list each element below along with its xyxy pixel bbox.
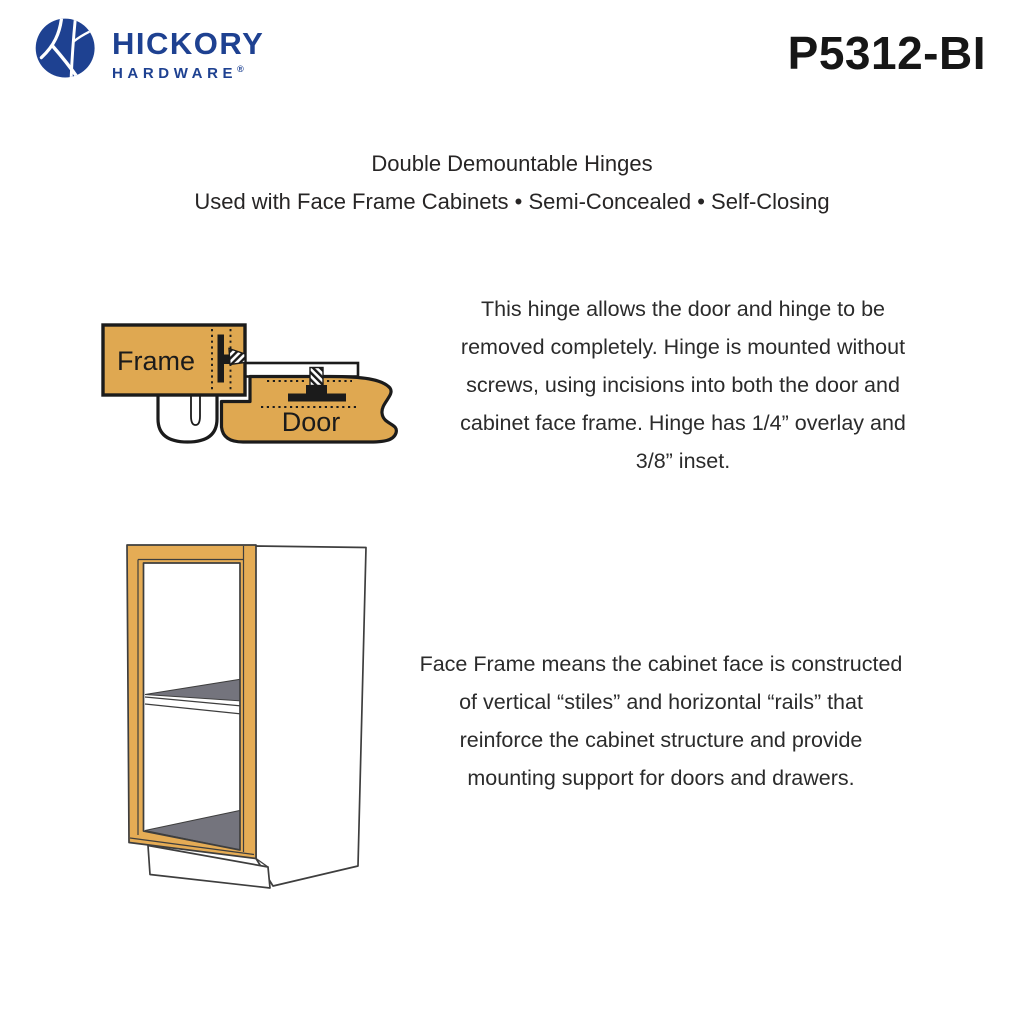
door-screw-icon bbox=[310, 368, 323, 386]
hinge-description-line: This hinge allows the door and hinge to be bbox=[481, 297, 885, 321]
hinge-wing-top bbox=[245, 363, 358, 377]
product-code: P5312-BI bbox=[787, 27, 986, 79]
hickory-branch-icon bbox=[36, 19, 95, 78]
brand-name bbox=[112, 26, 265, 83]
brand-logo bbox=[30, 12, 106, 88]
face-frame-description-line: of vertical “stiles” and horizontal “rails” that bbox=[459, 690, 863, 714]
face-frame-cabinet-diagram bbox=[118, 538, 374, 894]
frame-label: Frame bbox=[116, 346, 196, 376]
face-frame-description-line: Face Frame means the cabinet face is constructed bbox=[419, 652, 903, 676]
face-frame-description-line: reinforce the cabinet structure and provide bbox=[459, 728, 863, 752]
hinge-cross-section-diagram bbox=[92, 315, 404, 465]
doc-title-line-1: Double Demountable Hinges bbox=[371, 151, 653, 176]
door-plate-riser bbox=[306, 385, 327, 394]
hinge-description-line: removed completely. Hinge is mounted without bbox=[460, 335, 906, 359]
door-label: Door bbox=[281, 407, 341, 437]
hinge-description bbox=[413, 290, 953, 480]
hinge-description-line: 3/8” inset. bbox=[635, 449, 731, 473]
cabinet-side-panel bbox=[256, 546, 367, 886]
hinge-arm-slit bbox=[191, 394, 200, 425]
registered-mark: ® bbox=[237, 64, 244, 74]
door-plate bbox=[288, 394, 346, 402]
face-frame-description bbox=[391, 645, 931, 797]
hinge-description-line: screws, using incisions into both the door and bbox=[466, 373, 900, 397]
doc-title-line-2: Used with Face Frame Cabinets • Semi-Concealed • Self-Closing bbox=[194, 189, 830, 214]
frame-plate bbox=[218, 335, 225, 383]
brand-name-line1: HICKORY bbox=[112, 26, 265, 61]
hinge-description-line: cabinet face frame. Hinge has 1/4” overlay and bbox=[460, 411, 906, 435]
hinge-arm-loop bbox=[158, 394, 217, 442]
brand-name-line2: HARDWARE® bbox=[112, 64, 244, 82]
face-frame-description-line: mounting support for doors and drawers. bbox=[467, 766, 855, 790]
